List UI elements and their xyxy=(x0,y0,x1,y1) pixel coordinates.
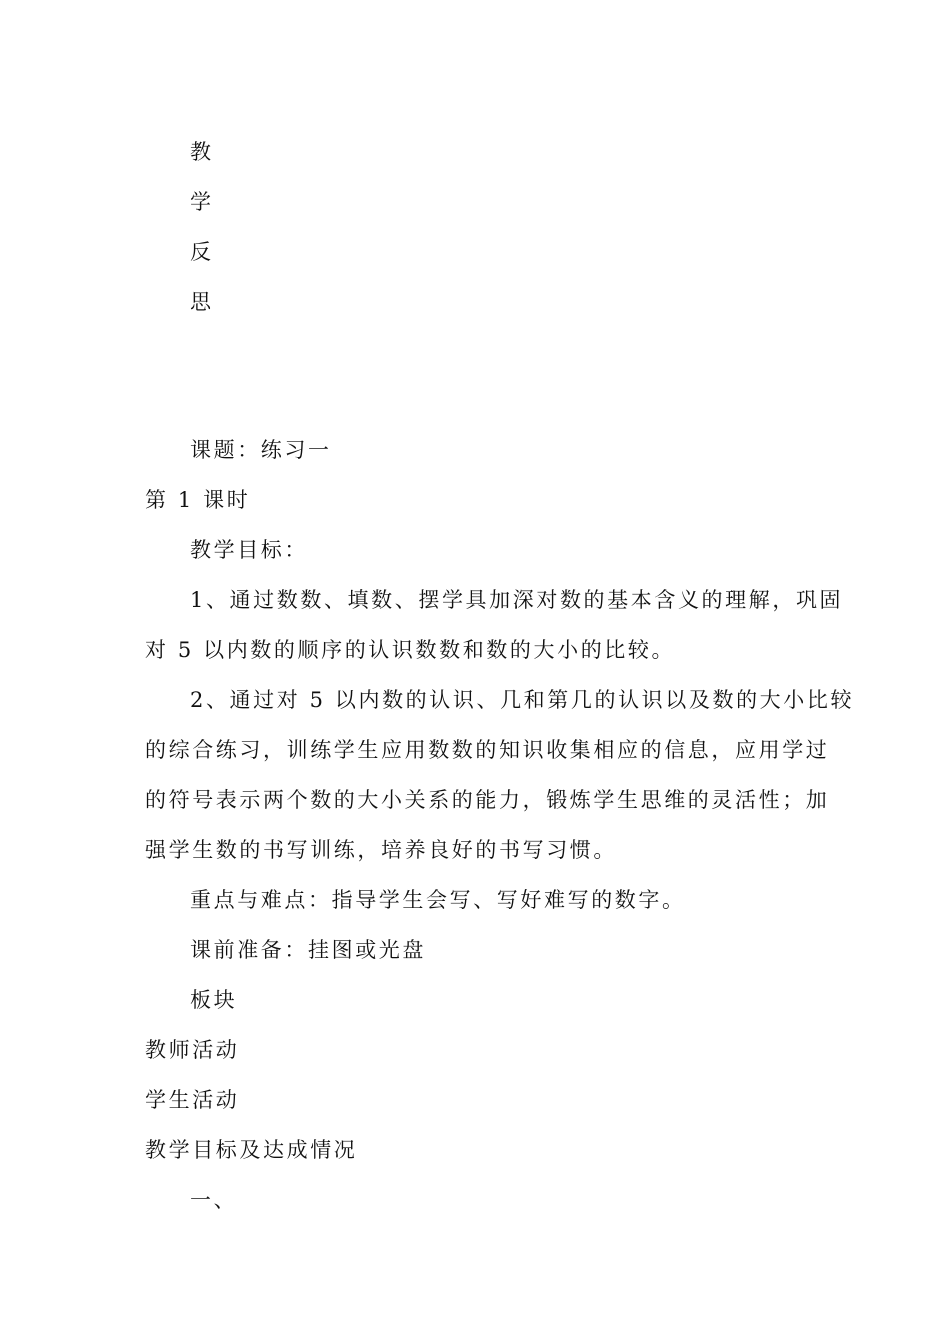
objective-2-line-1: 2、通过对 5 以内数的认识、几和第几的认识以及数的大小比较 xyxy=(190,688,855,712)
objectives-heading: 教学目标： xyxy=(190,538,308,562)
lesson-title: 课题：练习一 xyxy=(190,438,332,462)
table-header-block: 板块 xyxy=(190,988,238,1012)
table-header-teacher: 教师活动 xyxy=(145,1038,240,1062)
key-points: 重点与难点：指导学生会写、写好难写的数字。 xyxy=(190,888,686,912)
section-one-marker: 一、 xyxy=(190,1188,238,1212)
objective-2-line-4: 强学生数的书写训练，培养良好的书写习惯。 xyxy=(145,838,617,862)
objective-2-line-2: 的综合练习，训练学生应用数数的知识收集相应的信息，应用学过 xyxy=(145,738,830,762)
reflection-char-4: 思 xyxy=(190,290,214,314)
table-header-student: 学生活动 xyxy=(145,1088,240,1112)
lesson-period: 第 1 课时 xyxy=(145,488,251,512)
table-header-goals: 教学目标及达成情况 xyxy=(145,1138,358,1162)
objective-2-line-3: 的符号表示两个数的大小关系的能力，锻炼学生思维的灵活性；加 xyxy=(145,788,830,812)
objective-1-line-1: 1、通过数数、填数、摆学具加深对数的基本含义的理解，巩固 xyxy=(190,588,844,612)
reflection-char-2: 学 xyxy=(190,190,214,214)
preparation: 课前准备：挂图或光盘 xyxy=(190,938,426,962)
reflection-char-1: 教 xyxy=(190,140,214,164)
reflection-char-3: 反 xyxy=(190,240,214,264)
objective-1-line-2: 对 5 以内数的顺序的认识数数和数的大小的比较。 xyxy=(145,638,676,662)
